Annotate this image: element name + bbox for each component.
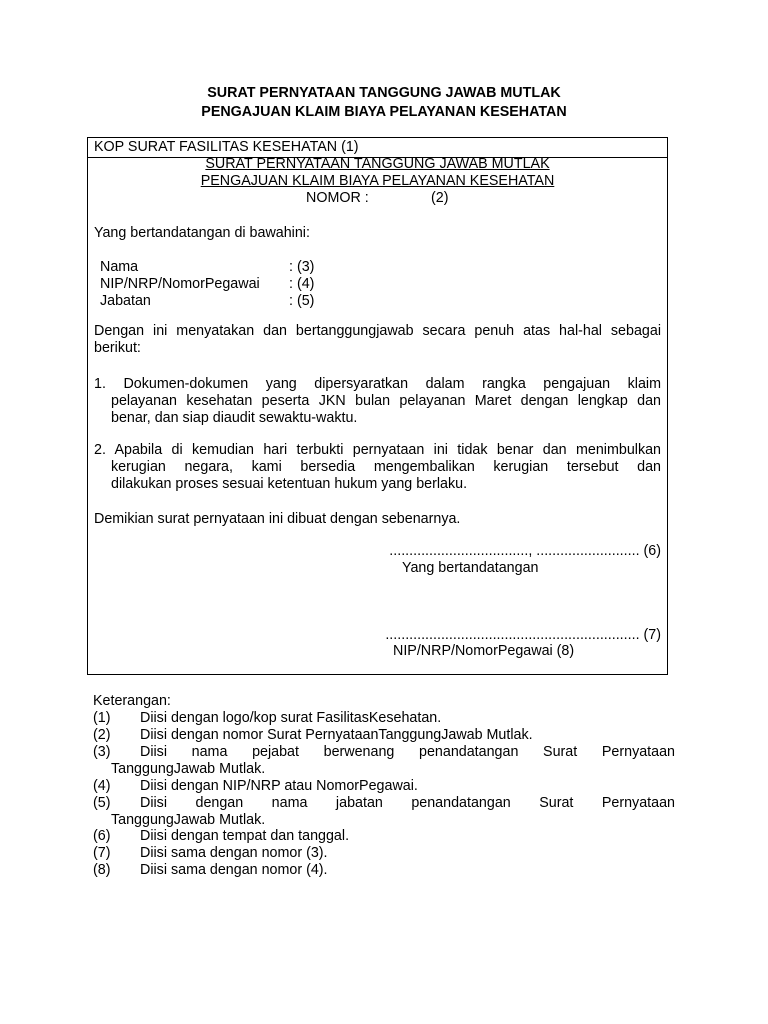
field-value-nip: : (4) <box>289 276 315 292</box>
note-text: Diisi nama pejabat berwenang penandatangan Surat Pernyataan <box>140 744 675 760</box>
note-number: (4) <box>93 778 111 794</box>
item1-line2: pelayanan kesehatan peserta JKN bulan pelayanan Maret dengan lengkap dan <box>111 393 661 409</box>
field-label-nip: NIP/NRP/NomorPegawai <box>100 276 260 292</box>
statement-line2: berikut: <box>94 340 141 356</box>
note-text: Diisi sama dengan nomor (3). <box>140 845 328 861</box>
note-text-continuation: TanggungJawab Mutlak. <box>111 761 266 777</box>
note-number: (6) <box>93 828 111 844</box>
note-number: (5) <box>93 795 111 811</box>
note-text: Diisi dengan nomor Surat PernyataanTanggungJawab Mutlak. <box>140 727 533 743</box>
document-title-line2: PENGAJUAN KLAIM BIAYA PELAYANAN KESEHATAN <box>201 104 567 120</box>
intro-text: Yang bertandatangan di bawahini: <box>94 225 310 241</box>
statement-line1: Dengan ini menyatakan dan bertanggungjawab secara penuh atas hal-hal sebagai <box>94 323 661 339</box>
notes-heading: Keterangan: <box>93 693 171 709</box>
note-text: Diisi dengan tempat dan tanggal. <box>140 828 350 844</box>
signature-line: ................................................................ (7) <box>385 627 661 643</box>
signer-nip: NIP/NRP/NomorPegawai (8) <box>393 643 575 659</box>
item2-line3: dilakukan proses sesuai ketentuan hukum yang berlaku. <box>111 476 468 492</box>
note-number: (3) <box>93 744 111 760</box>
kop-surat-row: KOP SURAT FASILITAS KESEHATAN (1) <box>88 138 667 158</box>
note-text: Diisi dengan NIP/NRP atau NomorPegawai. <box>140 778 418 794</box>
closing-text: Demikian surat pernyataan ini dibuat dengan sebenarnya. <box>94 511 461 527</box>
field-value-jabatan: : (5) <box>289 293 315 309</box>
nomor-label: NOMOR : <box>306 190 369 206</box>
note-text: Diisi dengan nama jabatan penandatangan Surat Pernyataan <box>140 795 675 811</box>
nomor-value: (2) <box>431 190 449 206</box>
note-number: (1) <box>93 710 111 726</box>
field-value-nama: : (3) <box>289 259 315 275</box>
note-text-continuation: TanggungJawab Mutlak. <box>111 812 266 828</box>
note-number: (2) <box>93 727 111 743</box>
note-item <box>93 795 675 829</box>
field-label-jabatan: Jabatan <box>100 293 151 309</box>
item1-line1: 1. Dokumen-dokumen yang dipersyaratkan dalam rangka pengajuan klaim <box>94 376 661 392</box>
field-label-nama: Nama <box>100 259 139 275</box>
form-title-line2: PENGAJUAN KLAIM BIAYA PELAYANAN KESEHATAN <box>200 173 555 189</box>
note-text: Diisi dengan logo/kop surat FasilitasKesehatan. <box>140 710 442 726</box>
form-title-line1: SURAT PERNYATAAN TANGGUNG JAWAB MUTLAK <box>205 156 550 172</box>
note-number: (8) <box>93 862 111 878</box>
signer-label: Yang bertandatangan <box>402 560 539 576</box>
note-item <box>93 744 675 778</box>
document-title-line1: SURAT PERNYATAAN TANGGUNG JAWAB MUTLAK <box>207 85 561 101</box>
statement-form-box <box>87 137 668 675</box>
item1-line3: benar, dan siap diaudit sewaktu-waktu. <box>111 410 358 426</box>
place-date-line: ..................................., .......................... (6) <box>389 543 661 559</box>
note-number: (7) <box>93 845 111 861</box>
item2-line1: 2. Apabila di kemudian hari terbukti pernyataan ini tidak benar dan menimbulkan <box>94 442 661 458</box>
note-text: Diisi sama dengan nomor (4). <box>140 862 328 878</box>
item2-line2: kerugian negara, kami bersedia mengembalikan kerugian tersebut dan <box>111 459 661 475</box>
